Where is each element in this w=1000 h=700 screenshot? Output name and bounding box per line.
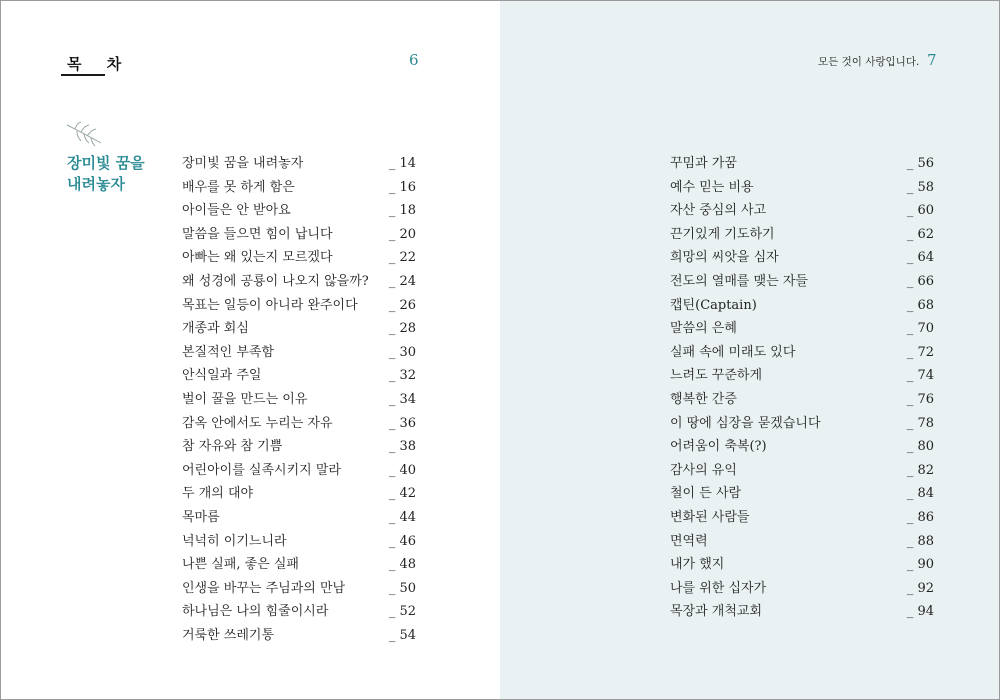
toc-entry-page: _ 72 xyxy=(906,344,934,360)
toc-entry-title: 전도의 열매를 맺는 자들 xyxy=(670,273,808,289)
toc-entry-page: _ 78 xyxy=(906,415,934,431)
toc-entry-title: 자산 중심의 사고 xyxy=(670,203,767,219)
toc-entry xyxy=(182,296,416,320)
toc-entry-page: _ 68 xyxy=(906,297,934,313)
toc-entry-title: 나쁜 실패, 좋은 실패 xyxy=(182,557,299,573)
toc-entry xyxy=(670,296,934,320)
toc-entry xyxy=(670,248,934,272)
toc-entry xyxy=(182,508,416,532)
toc-entry-title: 감사의 유익 xyxy=(670,462,737,478)
toc-entry-title: 희망의 씨앗을 심자 xyxy=(670,250,779,266)
toc-entry-page: _ 80 xyxy=(906,439,934,455)
left-page xyxy=(1,1,500,699)
toc-entry xyxy=(182,579,416,603)
toc-entry-page: _ 20 xyxy=(388,226,416,242)
toc-entry xyxy=(182,602,416,626)
toc-entry xyxy=(670,390,934,414)
toc-entry xyxy=(670,508,934,532)
toc-entry xyxy=(182,366,416,390)
toc-entry-title: 어린아이를 실족시키지 말라 xyxy=(182,462,341,478)
toc-header: 목 차 xyxy=(67,55,132,73)
toc-entry-title: 내가 했지 xyxy=(670,557,725,573)
toc-entry-page: _ 38 xyxy=(388,439,416,455)
toc-entry-page: _ 16 xyxy=(388,179,416,195)
chapter-title: 장미빛 꿈을 내려놓자 xyxy=(67,154,145,193)
toc-entry-title: 예수 믿는 비용 xyxy=(670,179,754,195)
right-page xyxy=(500,1,999,699)
toc-entry-title: 장미빛 꿈을 내려놓자 xyxy=(182,156,304,171)
toc-entry xyxy=(670,178,934,202)
toc-entry xyxy=(182,225,416,249)
toc-entry-title: 행복한 간증 xyxy=(670,391,737,407)
toc-entry xyxy=(670,319,934,343)
toc-entry-page: _ 26 xyxy=(388,297,416,313)
toc-header-underline xyxy=(61,74,105,76)
toc-entry xyxy=(182,390,416,414)
toc-entry-page: _ 92 xyxy=(906,580,934,596)
toc-entry xyxy=(670,602,934,626)
toc-entry-page: _ 14 xyxy=(388,156,416,171)
toc-entry-page: _ 58 xyxy=(906,179,934,195)
toc-entry-page: _ 18 xyxy=(388,203,416,219)
toc-entry-page: _ 54 xyxy=(388,627,416,643)
toc-entry-page: _ 66 xyxy=(906,273,934,289)
toc-entry-page: _ 90 xyxy=(906,557,934,573)
toc-entry-page: _ 64 xyxy=(906,250,934,266)
toc-entry-title: 목마름 xyxy=(182,509,220,525)
toc-entry-page: _ 84 xyxy=(906,486,934,502)
running-title: 모든 것이 사랑입니다. xyxy=(818,56,920,68)
toc-entry xyxy=(670,201,934,225)
toc-entry-title: 말씀을 들으면 힘이 납니다 xyxy=(182,226,333,242)
leaf-branch-icon xyxy=(65,121,105,147)
toc-entry-page: _ 60 xyxy=(906,203,934,219)
toc-entry xyxy=(182,437,416,461)
toc-entry-title: 끈기있게 기도하기 xyxy=(670,226,775,242)
toc-entry-title: 감옥 안에서도 누리는 자유 xyxy=(182,415,333,431)
toc-entry xyxy=(182,555,416,579)
toc-entry xyxy=(670,225,934,249)
toc-entry xyxy=(182,343,416,367)
toc-entry xyxy=(670,555,934,579)
toc-entry xyxy=(182,248,416,272)
toc-entry-page: _ 22 xyxy=(388,250,416,266)
toc-entry xyxy=(670,437,934,461)
toc-entry xyxy=(670,366,934,390)
page-number-left: 6 xyxy=(409,51,419,69)
toc-entry-title: 실패 속에 미래도 있다 xyxy=(670,344,796,360)
toc-entry-page: _ 24 xyxy=(388,273,416,289)
toc-entry-title: 캡틴(Captain) xyxy=(670,297,757,313)
toc-entry-title: 아빠는 왜 있는지 모르겠다 xyxy=(182,250,333,266)
toc-list-left xyxy=(182,154,416,649)
toc-entry xyxy=(670,484,934,508)
toc-entry xyxy=(182,414,416,438)
toc-entry xyxy=(670,414,934,438)
toc-list-right xyxy=(670,154,934,626)
toc-entry-title: 나를 위한 십자가 xyxy=(670,580,767,596)
toc-entry xyxy=(670,272,934,296)
toc-entry-title: 이 땅에 심장을 묻겠습니다 xyxy=(670,415,821,431)
toc-entry-title: 느려도 꾸준하게 xyxy=(670,368,763,384)
toc-entry-page: _ 42 xyxy=(388,486,416,502)
toc-entry-page: _ 40 xyxy=(388,462,416,478)
toc-entry-title: 꾸밈과 가꿈 xyxy=(670,156,737,171)
toc-entry xyxy=(670,343,934,367)
toc-entry-title: 목표는 일등이 아니라 완주이다 xyxy=(182,297,358,313)
toc-entry-page: _ 88 xyxy=(906,533,934,549)
toc-entry xyxy=(670,461,934,485)
toc-entry-page: _ 70 xyxy=(906,321,934,337)
toc-entry-title: 본질적인 부족함 xyxy=(182,344,275,360)
toc-entry-title: 인생을 바꾸는 주님과의 만남 xyxy=(182,580,346,596)
toc-entry-page: _ 28 xyxy=(388,321,416,337)
toc-entry-title: 왜 성경에 공룡이 나오지 않을까? xyxy=(182,273,369,289)
toc-entry-page: _ 62 xyxy=(906,226,934,242)
toc-entry-title: 철이 든 사람 xyxy=(670,486,742,502)
toc-entry-title: 변화된 사람들 xyxy=(670,509,750,525)
page-number-right: 7 xyxy=(927,51,937,69)
toc-entry xyxy=(182,319,416,343)
toc-entry-page: _ 44 xyxy=(388,509,416,525)
toc-entry-title: 하나님은 나의 힘줄이시라 xyxy=(182,604,329,620)
toc-entry-page: _ 94 xyxy=(906,604,934,620)
toc-entry-page: _ 56 xyxy=(906,156,934,171)
toc-entry xyxy=(182,272,416,296)
toc-entry xyxy=(182,201,416,225)
toc-entry xyxy=(670,579,934,603)
toc-entry-title: 거룩한 쓰레기통 xyxy=(182,627,275,643)
toc-entry-title: 벌이 꿀을 만드는 이유 xyxy=(182,391,308,407)
toc-entry-page: _ 76 xyxy=(906,391,934,407)
toc-entry-page: _ 36 xyxy=(388,415,416,431)
toc-entry-title: 아이들은 안 받아요 xyxy=(182,203,291,219)
toc-entry xyxy=(182,484,416,508)
toc-entry-page: _ 52 xyxy=(388,604,416,620)
toc-entry-title: 개종과 회심 xyxy=(182,321,249,337)
toc-entry xyxy=(182,626,416,650)
toc-entry xyxy=(182,154,416,178)
toc-entry-title: 면역력 xyxy=(670,533,708,549)
toc-entry-page: _ 74 xyxy=(906,368,934,384)
toc-entry-title: 어려움이 축복(?) xyxy=(670,439,767,455)
toc-entry-page: _ 50 xyxy=(388,580,416,596)
toc-entry-page: _ 82 xyxy=(906,462,934,478)
toc-entry-page: _ 30 xyxy=(388,344,416,360)
toc-entry-title: 참 자유와 참 기쁨 xyxy=(182,439,283,455)
toc-entry-page: _ 48 xyxy=(388,557,416,573)
toc-entry xyxy=(670,532,934,556)
toc-entry-page: _ 34 xyxy=(388,391,416,407)
toc-entry-title: 말씀의 은혜 xyxy=(670,321,737,337)
toc-entry xyxy=(182,178,416,202)
toc-entry xyxy=(182,532,416,556)
toc-entry xyxy=(182,461,416,485)
toc-entry-title: 두 개의 대야 xyxy=(182,486,254,502)
toc-entry-page: _ 46 xyxy=(388,533,416,549)
toc-entry xyxy=(670,154,934,178)
toc-entry-page: _ 86 xyxy=(906,509,934,525)
toc-entry-title: 넉넉히 이기느니라 xyxy=(182,533,287,549)
toc-entry-page: _ 32 xyxy=(388,368,416,384)
toc-entry-title: 목장과 개척교회 xyxy=(670,604,763,620)
toc-entry-title: 배우를 못 하게 함은 xyxy=(182,179,295,195)
toc-entry-title: 안식일과 주일 xyxy=(182,368,262,384)
